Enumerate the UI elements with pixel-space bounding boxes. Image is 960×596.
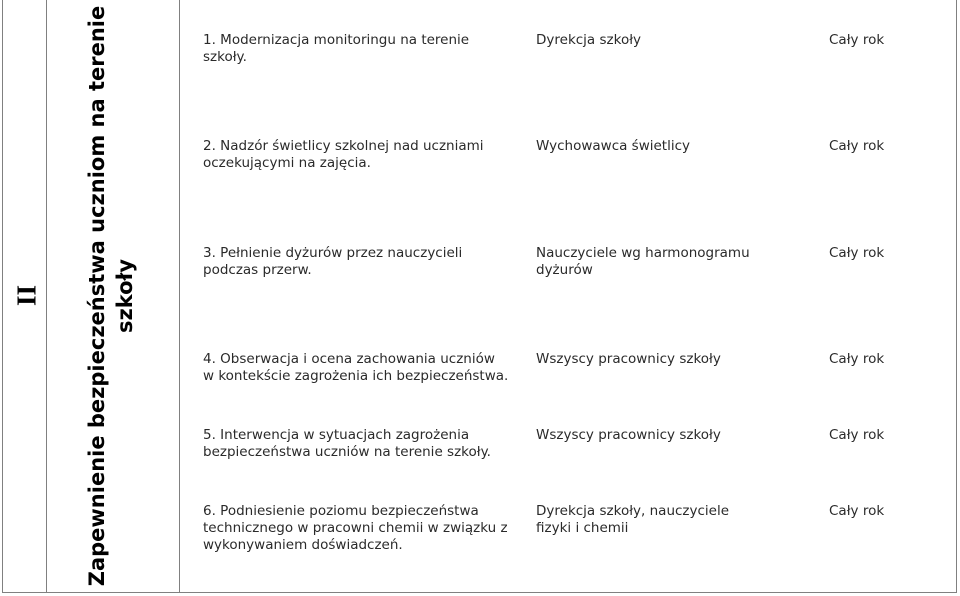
task-cell <box>203 427 523 461</box>
section-number: II <box>11 285 42 307</box>
task-line: szkoły. <box>203 49 247 65</box>
task-line: 4. Obserwacja i ocena zachowania uczniów <box>203 351 495 367</box>
responsible-cell <box>536 503 786 537</box>
term-cell: Cały rok <box>829 503 885 519</box>
task-cell <box>203 32 523 66</box>
task-line: 2. Nadzór świetlicy szkolnej nad uczniami <box>203 138 484 154</box>
responsible-cell <box>536 351 786 368</box>
task-line: 3. Pełnienie dyżurów przez nauczycieli <box>203 245 463 261</box>
responsible-line: Wszyscy pracownicy szkoły <box>536 351 721 367</box>
column-divider <box>179 0 180 593</box>
section-number-cell <box>2 0 46 593</box>
task-line: 6. Podniesienie poziomu bezpieczeństwa <box>203 503 479 519</box>
task-cell <box>203 138 523 172</box>
task-line: 1. Modernizacja monitoringu na terenie <box>203 32 470 48</box>
task-cell <box>203 351 523 385</box>
task-line: 5. Interwencja w sytuacjach zagrożenia <box>203 427 470 443</box>
section-title-line: Zapewnienie bezpieczeństwa uczniom na terenie <box>85 5 109 587</box>
term-cell: Cały rok <box>829 427 885 443</box>
responsible-line: dyżurów <box>536 262 593 278</box>
term-cell: Cały rok <box>829 351 885 367</box>
task-cell <box>203 503 523 554</box>
responsible-line: Dyrekcja szkoły, nauczyciele <box>536 503 730 519</box>
responsible-cell <box>536 32 786 49</box>
responsible-line: Wszyscy pracownicy szkoły <box>536 427 721 443</box>
responsible-line: Wychowawca świetlicy <box>536 138 691 154</box>
responsible-line: Dyrekcja szkoły <box>536 32 642 48</box>
task-line: bezpieczeństwa uczniów na terenie szkoły. <box>203 444 491 460</box>
section-title-cell <box>46 0 179 593</box>
section-title-line: szkoły <box>113 258 137 334</box>
task-line: podczas przerw. <box>203 262 312 278</box>
responsible-cell <box>536 427 786 444</box>
responsible-line: Nauczyciele wg harmonogramu <box>536 245 750 261</box>
responsible-cell <box>536 138 786 155</box>
task-line: wykonywaniem doświadczeń. <box>203 537 403 553</box>
term-cell: Cały rok <box>829 138 885 154</box>
task-cell <box>203 245 523 279</box>
responsible-line: fizyki i chemii <box>536 520 629 536</box>
task-line: oczekującymi na zajęcia. <box>203 155 371 171</box>
term-cell: Cały rok <box>829 245 885 261</box>
term-cell: Cały rok <box>829 32 885 48</box>
task-line: w kontekście zagrożenia ich bezpieczeństwa. <box>203 368 509 384</box>
task-line: technicznego w pracowni chemii w związku z <box>203 520 508 536</box>
section-title <box>83 1 139 591</box>
responsible-cell <box>536 245 786 279</box>
